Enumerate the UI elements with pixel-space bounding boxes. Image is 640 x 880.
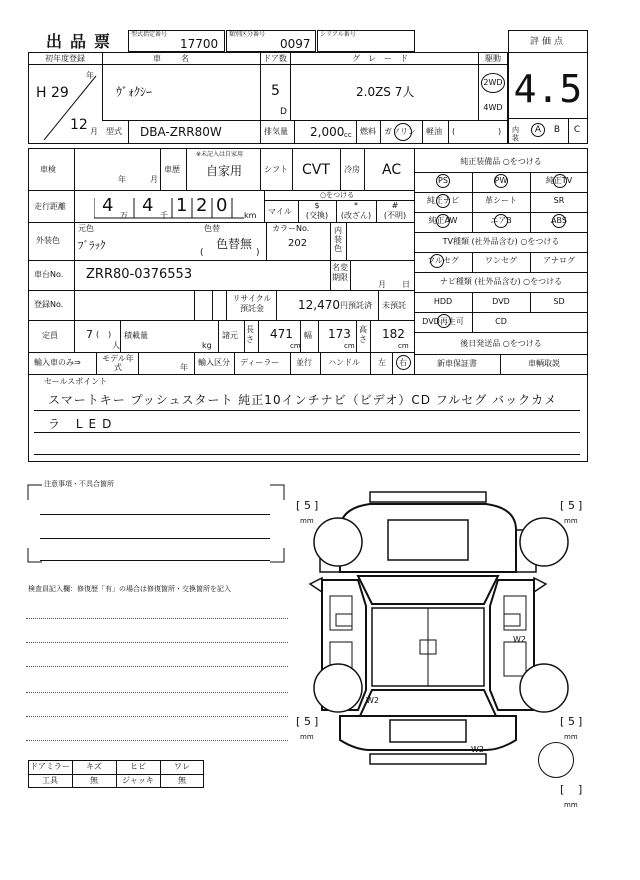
later-manual: 車輌取説 [528,359,560,368]
legend-break: ワレ [174,762,190,771]
fuel-other-open: ( [452,127,456,136]
meter-tamper-symbol: * [354,201,358,210]
name-change-month: 月 [378,280,386,289]
meter-swap: (交換) [305,211,329,220]
mileage-sen-unit: 千 [160,211,168,220]
import-dealer: ディーラー [240,358,280,367]
equip-pw: PW [494,176,508,185]
inspector-label: 検査員記入欄：修復歴「有」の場合は修復箇所・交換箇所を記入 [28,585,231,593]
first-reg-era: H 29 [36,85,69,101]
mileage-digit-2: 4 [142,195,154,216]
tv-analog: アナログ [543,256,575,265]
navi-dvd-play: DVD再生可 [422,317,464,326]
repaint-paren-close: ) [256,248,260,258]
meter-unknown-symbol: # [391,201,399,210]
score-value: 4.5 [513,67,583,111]
tread-spare-unit: mm [564,801,578,809]
equip-oem-tv: 純正TV [545,176,573,185]
tread-rl-close: ] [314,715,319,728]
navi-sd: SD [553,297,565,306]
shift: CVT [302,162,330,178]
capacity: 7 [86,328,93,341]
grade: 2.0ZS 7人 [356,85,415,99]
tread-fr-open: [ [560,499,565,512]
drive-2wd: 2WD [483,78,503,87]
shaken-year-unit: 年 [118,175,126,184]
tread-spare-close: ] [578,783,583,796]
recycle-label: リサイクル預託金 [232,294,272,313]
interior-a: A [534,125,542,135]
first-reg-month: 12 [70,117,88,133]
caution-frame [26,484,286,564]
history: 自家用 [206,164,243,178]
score-label: 評価点 [529,37,566,47]
height: 182 [382,327,405,341]
interior-b: B [553,125,561,135]
class-number-label: 類別区分番号 [229,31,266,38]
tread-rl-unit: mm [300,733,314,741]
spare-tire [538,742,574,778]
tv-oneseg: ワンセグ [485,256,517,265]
legend-tools: 工具 [42,776,58,785]
mileage-man-unit: 万 [120,211,128,220]
ac-label: 冷房 [344,165,360,174]
model-year-label: モデル年式 [102,354,134,372]
interior-color-label: 内装色 [334,226,342,253]
oem-header: 純正装備品 ○をつける [460,157,542,166]
width-unit: cm [344,342,355,350]
sales-line-2: ラ LED [48,417,118,431]
tread-fr-close: ] [578,499,583,512]
fuel-diesel: 軽油 [426,127,442,136]
legend-door-mirror: ドアミラー [30,762,70,771]
tread-rl: 5 [304,715,311,728]
ac: AC [382,162,402,178]
later-header: 後日発送品 ○をつける [460,339,542,348]
shaken-month-unit: 月 [150,175,158,184]
later-warranty: 新車保証書 [437,359,477,368]
equip-leather: 革シート [485,196,517,205]
first-reg-label: 初年度登録 [45,54,85,63]
navi-cd: CD [495,317,507,326]
length: 471 [270,327,293,341]
color-no: 202 [288,238,308,249]
legend-jack: ジャッキ [122,776,154,785]
car-name-label: 車名 [153,54,209,63]
displacement-label: 排気量 [264,127,288,136]
first-reg-month-unit: 月 [90,127,98,136]
first-reg-year-unit: 年 [86,71,94,80]
width: 173 [328,327,351,341]
mileage-digit-3: 1 [176,195,188,216]
shaken-label: 車検 [40,165,56,174]
capacity-paren-open: ( [96,330,100,339]
grade-label: グレード [352,54,416,63]
legend-jack-value: 無 [178,776,186,785]
orig-color-label: 元色 [78,224,94,233]
width-label: 幅 [304,331,312,340]
mileage-label: 走行距離 [34,202,66,211]
legend-scratch: キズ [86,762,102,771]
history-note: ※未記入は自家用 [196,151,244,158]
color-label: 外装色 [36,236,60,245]
fuel-label: 燃料 [360,127,376,136]
serial-label: シリアル番号 [320,31,356,38]
drive-label: 駆動 [485,54,501,63]
tread-rr-open: [ [560,715,565,728]
tread-fl-close: ] [314,499,319,512]
capacity-label: 定員 [42,331,58,340]
model: DBA-ZRR80W [140,125,222,139]
tv-header: TV種類 (社外品含む) ○をつける [442,237,560,246]
drive-4wd: 4WD [483,103,503,112]
length-label: 長さ [246,325,254,344]
form-title: 出品票 [46,32,119,51]
dims-label: 諸元 [222,331,238,340]
recycle-status: 円預託済 [340,301,372,310]
chassis-label: 車台No. [34,270,64,279]
car-name: ｳﾞｫｸｼｰ [116,85,153,99]
equip-oem-navi: 純正ナビ [427,196,459,205]
navi-hdd: HDD [433,297,453,306]
repaint-paren-open: ( [200,248,204,258]
import-type-label: 輸入区分 [198,358,230,367]
damage-mark-right: W2 [513,635,526,644]
handle-label: ハンドル [328,358,360,367]
mileage-digit-4: 2 [196,195,208,216]
repaint-label: 色替 [204,224,220,233]
equip-airbag: エアB [490,216,512,225]
regno-label: 登録No. [34,300,64,309]
interior-c: C [573,125,581,135]
form-number-label: 型式指定番号 [131,31,168,38]
legend-crack: ヒビ [130,762,146,771]
tread-rr-close: ] [578,715,583,728]
equip-oem-aw: 純正AW [428,216,458,225]
meter-unknown: (不明) [383,211,407,220]
doors-label: ドア数 [263,54,287,63]
import-label: 輸入車のみ⇒ [34,358,81,367]
recycle-amount: 12,470 [298,298,340,312]
model-year-unit: 年 [180,363,188,372]
name-change-label: 名変期限 [332,263,348,282]
meter-mile: マイル [268,207,292,216]
tread-rl-open: [ [296,715,301,728]
repaint: 色替無 [216,237,253,251]
displacement-unit: cc [344,131,352,139]
fuel-gas: ガソリン [384,127,416,136]
recycle-unpaid: 未預託 [382,301,406,310]
equip-sr: SR [553,196,565,205]
mileage-digit-boxes [94,194,244,220]
damage-mark-left: W2 [366,696,379,705]
length-unit: cm [290,342,301,350]
model-label: 型式 [106,127,122,136]
handle-right: 右 [399,358,407,367]
handle-left: 左 [378,358,386,367]
tread-rr: 5 [568,715,575,728]
import-parallel: 並行 [296,358,312,367]
class-number: 0097 [280,37,311,51]
sales-label: セールスポイント [44,377,108,386]
navi-dvd: DVD [492,297,510,306]
tread-fr-unit: mm [564,517,578,525]
mileage-digit-5: 0 [216,195,228,216]
navi-header: ナビ種類 (社外品含む) ○をつける [439,277,563,286]
load-label: 積載量 [124,331,148,340]
history-label: 車歴 [164,165,180,174]
equip-ps: PS [438,176,448,185]
mileage-digit-1: 4 [102,195,114,216]
tread-fl-unit: mm [300,517,314,525]
tread-fr: 5 [568,499,575,512]
door-type: D [280,107,287,117]
chassis: ZRR80-0376553 [86,267,193,282]
interior-label: 内装 [512,126,519,142]
height-unit: cm [398,342,409,350]
tread-rr-unit: mm [564,733,578,741]
tread-fl-open: [ [296,499,301,512]
fuel-other-close: ) [498,127,502,136]
meter-tamper: (改ざん) [340,211,372,220]
orig-color: ﾌﾞﾗｯｸ [78,239,106,252]
equip-abs: ABS [551,216,567,225]
meter-swap-symbol: $ [314,201,320,210]
color-no-label: カラーNo. [272,224,310,233]
doors: 5 [271,83,280,99]
tread-spare-open: [ [560,783,565,796]
mileage-unit: km [244,211,257,220]
height-label: 高さ [359,325,367,344]
tv-fullseg: フルセグ [427,256,459,265]
capacity-unit: 人 [112,341,120,350]
displacement: 2,000 [310,125,345,139]
capacity-paren-close: ) [108,330,112,339]
load-unit: kg [202,341,212,350]
tread-fl: 5 [304,499,311,512]
meter-note: ○をつける [320,191,355,199]
name-change-day: 日 [402,280,410,289]
shift-label: シフト [264,165,288,174]
damage-mark-rear: W2 [471,745,484,754]
car-diagram [300,480,583,780]
sales-line-1: スマートキー プッシュスタート 純正10インチナビ（ビデオ）CD フルセグ バックカメ [48,393,558,407]
legend-tools-value: 無 [90,776,98,785]
caution-label: 注意事項・不具合箇所 [44,480,114,488]
form-number: 17700 [180,37,219,51]
